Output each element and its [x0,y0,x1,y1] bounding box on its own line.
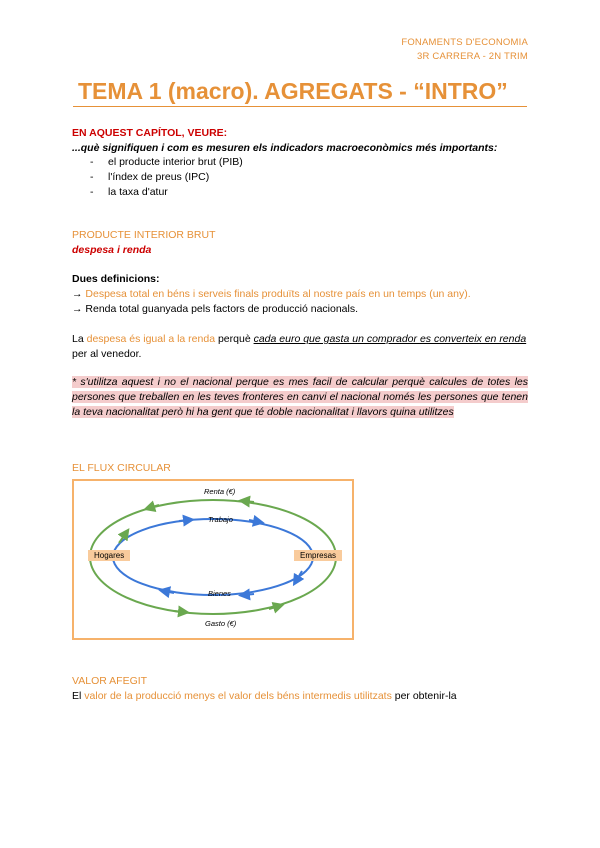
valor-text: El [72,690,85,702]
valor-highlight: valor de la producció menys el valor dels béns intermedis utilitzats [84,690,392,702]
title-divider [73,106,527,107]
para-text: per al venedor. [72,348,142,360]
intro-question: ...què signifiquen i com es mesuren els indicadors macroeconòmics més importants: [72,142,498,154]
bienes-arrow [244,594,254,595]
list-item-text: el producte interior brut (PIB) [108,156,243,168]
course-name: FONAMENTS D'ECONOMIA [401,37,528,48]
gasto-label: Gasto (€) [205,619,237,628]
arrow-icon: → [72,288,86,300]
definition-1 [72,288,471,300]
para-highlight: despesa és igual a la renda [86,333,216,345]
trabajo-arrow [179,520,189,521]
bienes-label: Bienes [208,589,231,598]
valor-heading: VALOR AFEGIT [72,675,148,687]
inner-flow-ring [113,519,313,595]
trabajo-label: Trabajo [208,515,233,524]
arrow-icon: → [72,303,86,315]
pib-subheading: despesa i renda [72,244,152,256]
list-item-text: la taxa d'atur [108,186,168,198]
gasto-arrow [174,611,184,612]
valor-text: per obtenir-la [391,690,457,702]
pib-heading: PRODUCTE INTERIOR BRUT [72,229,216,241]
valor-definition [72,690,457,702]
para-emphasis: cada euro que gasta un comprador es converteix en renda [253,333,527,345]
renta-label: Renta (€) [204,487,236,496]
renta-arrow [244,501,254,502]
definition-1-text: Despesa total en béns i serveis finals produïts al nostre país en un temps (un any). [85,288,471,300]
list-item: - l'índex de preus (IPC) [90,171,210,183]
definition-2-text: Renda total guanyada pels factors de producció nacionals. [85,303,359,315]
spending-income-paragraph [72,332,528,362]
list-item: - el producte interior brut (PIB) [90,156,243,168]
empresas-label: Empresas [294,550,342,561]
list-item-text: l'índex de preus (IPC) [108,171,210,183]
definition-2 [72,303,358,315]
note-paragraph [72,375,528,420]
intro-heading: EN AQUEST CAPÍTOL, VEURE: [72,127,228,139]
para-text: perquè [215,333,254,345]
flux-heading: EL FLUX CIRCULAR [72,462,171,474]
circular-flow-diagram [72,479,354,640]
note-text: * s'utilitza aquest i no el nacional perque es mes facil de calcular perquè calcules de totes les persones que treballen en les teves fronteres en canvi el nacional només les persones que tenen la teva nacionalitat però hi ha gent que té doble nacionalitat i llavors quina utilitzes [72,376,528,418]
definitions-title: Dues definicions: [72,273,160,285]
hogares-label: Hogares [88,550,130,561]
course-term: 3R CARRERA - 2N TRIM [417,51,528,62]
list-item: - la taxa d'atur [90,186,168,198]
page-title: TEMA 1 (macro). AGREGATS - “INTRO” [78,78,508,104]
para-text: La [72,333,87,345]
